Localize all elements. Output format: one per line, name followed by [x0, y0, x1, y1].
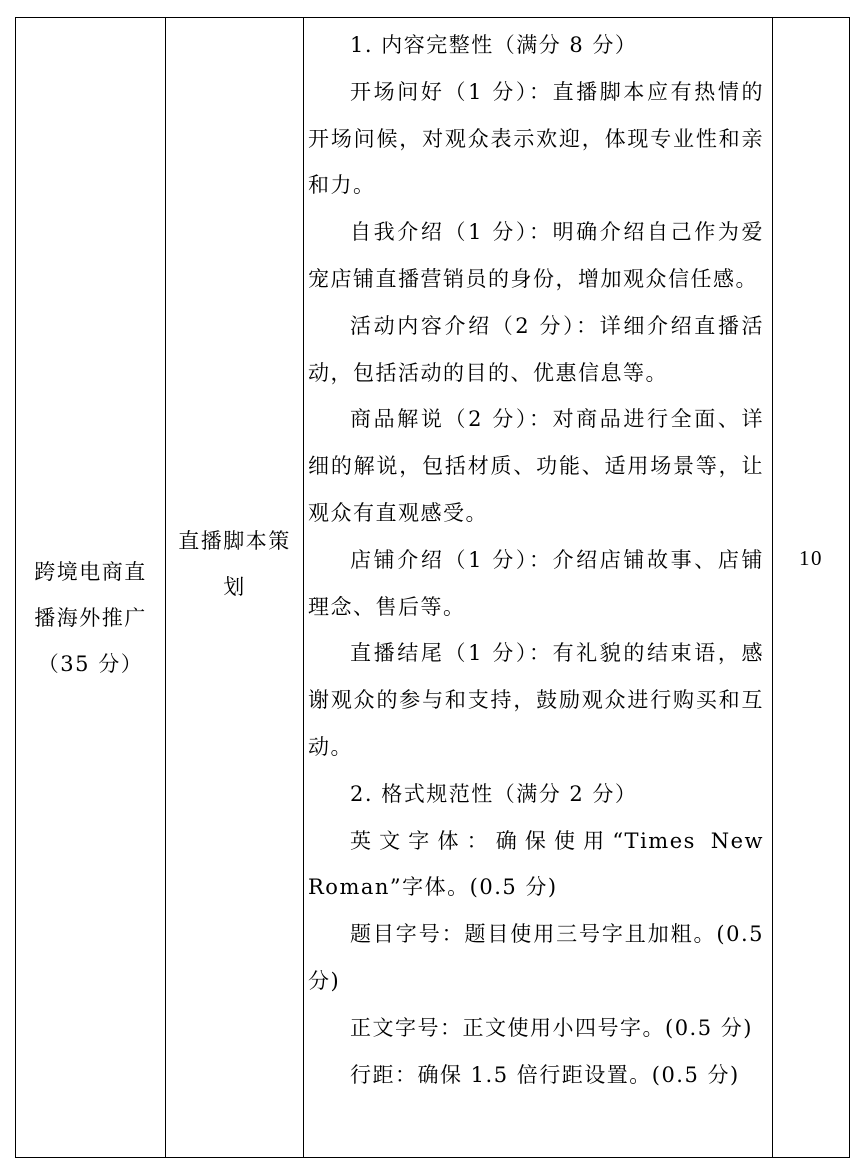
criteria-item-self-intro: 自我介绍（1 分）：明确介绍自己作为爱宠店铺直播营销员的身份，增加观众信任感。	[308, 220, 764, 291]
criteria-item-body-size: 正文字号：正文使用小四号字。(0.5 分)	[350, 1015, 753, 1040]
scoring-rubric-table	[15, 17, 850, 1158]
criteria-cell	[304, 18, 773, 1158]
task-name: 直播脚本策划	[178, 528, 291, 599]
criteria-item-activity: 活动内容介绍（2 分）：详细介绍直播活动，包括活动的目的、优惠信息等。	[308, 313, 764, 385]
criteria-heading-format: 2. 格式规范性（满分 2 分）	[350, 781, 638, 806]
module-name: 跨境电商直播海外推广（35 分）	[34, 559, 147, 676]
criteria-item-ending: 直播结尾（1 分）：有礼貌的结束语，感谢观众的参与和支持，鼓励观众进行购买和互动。	[308, 641, 764, 759]
criteria-item-store: 店铺介绍（1 分）：介绍店铺故事、店铺理念、售后等。	[308, 547, 764, 619]
table-row	[16, 18, 850, 1158]
criteria-heading-content: 1. 内容完整性（满分 8 分）	[350, 33, 638, 57]
criteria-item-product: 商品解说（2 分）：对商品进行全面、详细的解说，包括材质、功能、适用场景等，让观众有直观感受。	[308, 407, 764, 525]
criteria-item-opening: 开场问好（1 分）：直播脚本应有热情的开场问候，对观众表示欢迎，体现专业性和亲和力。	[308, 79, 764, 198]
criteria-item-line-spacing: 行距：确保 1.5 倍行距设置。(0.5 分)	[350, 1062, 740, 1087]
task-cell	[166, 18, 304, 1158]
score-cell	[773, 18, 850, 1158]
criteria-item-english-font: 英文字体：确保使用“Times New Roman”字体。(0.5 分)	[308, 828, 764, 900]
module-cell	[16, 18, 166, 1158]
score-value: 10	[799, 545, 823, 570]
criteria-item-title-size: 题目字号：题目使用三号字且加粗。(0.5 分)	[308, 922, 764, 993]
